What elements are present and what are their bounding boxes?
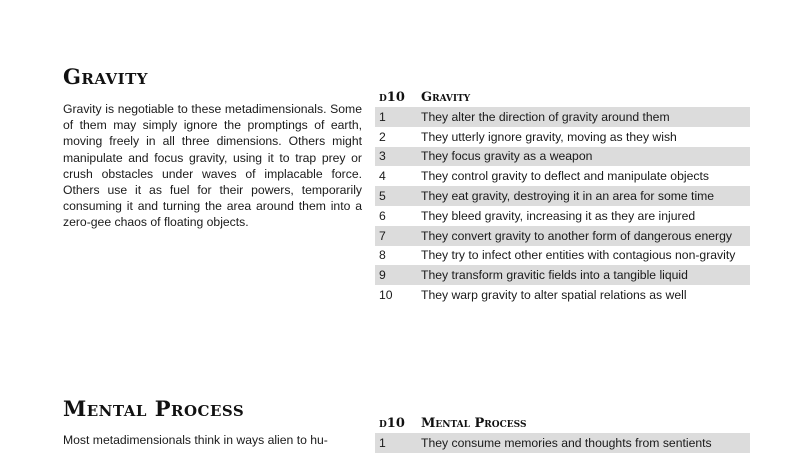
result-cell: They bleed gravity, increasing it as they are injured <box>421 208 696 223</box>
gravity-table <box>375 86 750 305</box>
result-column-header: Gravity <box>421 90 471 105</box>
result-cell: They control gravity to deflect and manipulate objects <box>421 169 709 184</box>
table-row <box>375 226 750 246</box>
die-column-header: d10 <box>379 90 405 105</box>
result-cell: They transform gravitic fields into a tangible liquid <box>421 265 750 285</box>
table-row <box>375 147 750 167</box>
mental-process-table <box>375 412 750 453</box>
table-header-row <box>375 412 750 431</box>
result-cell: They convert gravity to another form of dangerous energy <box>421 226 750 246</box>
roll-cell: 10 <box>379 288 393 303</box>
gravity-paragraph: Gravity is negotiable to these metadimensionals. Some of them may simply ignore the promptings of earth, moving freely in all three dimensions. Others might manipulate and focus gravity, using it to trap prey or crush obstacles under waves of implacable force. Others use it as fuel for their powers, temporarily consuming it and turning the area around them into a zero-gee chaos of floating objects. <box>63 102 362 230</box>
result-cell: They consume memories and thoughts from sentients <box>421 433 750 453</box>
result-cell: They warp gravity to alter spatial relations as well <box>421 288 687 303</box>
result-cell: They alter the direction of gravity around them <box>421 107 750 127</box>
table-header-row <box>375 86 750 105</box>
result-cell: They utterly ignore gravity, moving as they wish <box>421 129 677 144</box>
die-column-header: d10 <box>379 416 405 431</box>
table-row <box>375 166 750 186</box>
roll-cell: 8 <box>379 248 386 263</box>
table-row <box>375 265 750 285</box>
mental-process-heading: Mental Process <box>63 396 245 421</box>
table-row <box>375 246 750 266</box>
gravity-heading: Gravity <box>63 64 148 89</box>
roll-cell: 4 <box>379 169 386 184</box>
result-cell: They try to infect other entities with contagious non-gravity <box>421 248 736 263</box>
table-row <box>375 285 750 305</box>
result-column-header: Mental Process <box>421 416 527 431</box>
roll-cell: 1 <box>375 433 421 453</box>
roll-cell: 7 <box>375 226 421 246</box>
roll-cell: 6 <box>379 208 386 223</box>
roll-cell: 2 <box>379 129 386 144</box>
result-cell: They focus gravity as a weapon <box>421 147 750 167</box>
roll-cell: 5 <box>375 186 421 206</box>
result-cell: They eat gravity, destroying it in an area for some time <box>421 186 750 206</box>
table-row <box>375 206 750 226</box>
roll-cell: 3 <box>375 147 421 167</box>
roll-cell: 9 <box>375 265 421 285</box>
table-row <box>375 107 750 127</box>
table-row <box>375 127 750 147</box>
table-row <box>375 186 750 206</box>
mental-process-paragraph: Most metadimensionals think in ways alien to hu- <box>63 433 328 447</box>
roll-cell: 1 <box>375 107 421 127</box>
